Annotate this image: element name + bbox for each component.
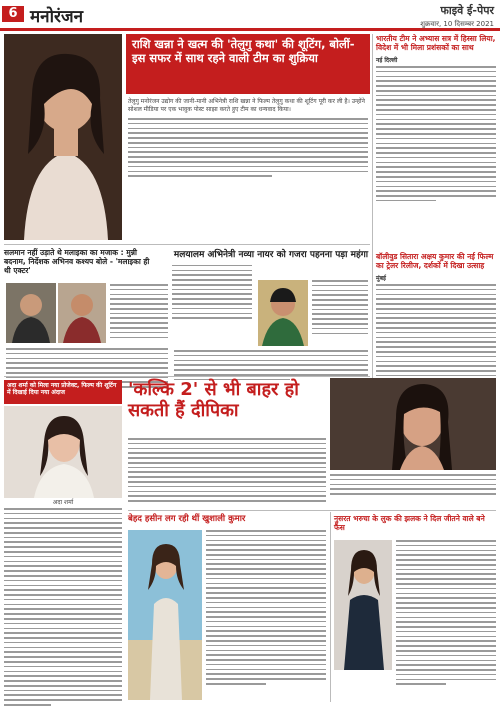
page-number: 6 [2,6,24,22]
story7-body-right [330,474,496,495]
lead-headline-box [126,34,370,94]
story9 [334,514,496,535]
story8-photo [128,530,202,700]
lead-headline: राशि खन्ना ने खत्म की 'तेलुगु कथा' की शूटिंग, बोलीं- इस सफर में साथ रहने वाली टीम का शुक्रिया [132,37,355,65]
story4-photo-1 [6,283,56,343]
story5-body [172,265,252,319]
story6-body [4,508,122,706]
lower-divider [128,510,496,511]
story7-body [128,438,326,502]
story9-photo [334,540,392,670]
story6-photo [4,406,122,498]
paper-name: फाइवे ई-पेपर [440,4,494,17]
lead-divider [4,244,370,245]
header-rule [0,28,500,31]
issue-date: शुक्रवार, 10 दिसम्बर 2021 [420,20,494,28]
story2-body [376,66,496,201]
story6-headline-box [4,380,122,404]
story3-headline: बॉलीवुड सितारा अक्षय कुमार की नई फिल्म का ट्रेलर रिलीज, दर्शकों में दिखा उत्साह [376,252,494,270]
story5-headline: मलयालम अभिनेत्री नव्या नायर को गजरा पहनना पड़ा महंगा [173,250,369,260]
story9-body [396,540,496,685]
story7-headline-box [128,380,326,432]
lead-body-text: तेलुगु मनोरंजन उद्योग की जानी-मानी अभिनेत्री राशि खन्ना ने फिल्म तेलुगु कथा की शूटिंग पूरी कर ली है। उन्होंने सोशल मीडिया पर एक भावुक पोस्ट साझा करते हुए टीम का धन्यवाद किया। [128,98,365,113]
lead-body [128,98,368,177]
story8-body [206,530,326,685]
story8-headline: बेहद हसीन लग रही थीं खुशाली कुमार [128,514,246,524]
story5-body-right [312,280,368,334]
story6-caption: अदा शर्मा [52,499,74,506]
section-title: मनोरंजन [30,7,84,27]
story4-body-right [110,284,168,338]
lead-body-lines [128,118,368,177]
masthead [420,3,494,29]
story9-headline: नुसरत भरुचा के लुक की झलक ने दिल जीतने वाले बने फैंस [334,514,485,532]
story3-dateline: मुंबई [376,275,386,282]
mid-divider [4,376,370,377]
story4 [4,248,154,278]
story4-photo-2 [58,283,106,343]
story8 [128,514,328,527]
story7-headline: 'कल्कि 2' से भी बाहर हो सकती हैं दीपिका [128,379,299,421]
page-header [0,0,500,28]
story6-headline: अदा शर्मा को मिला नया प्रोजेक्ट, फिल्म की शूटिंग में दिखाई दिया नया अंदाज [7,382,117,397]
lead-photo [4,34,122,240]
story5-photo [258,280,308,346]
story2-headline: भारतीय टीम ने अभ्यास सत्र में हिस्सा लिया, विदेश में भी मिला प्रशंसकों का साथ [376,34,496,52]
story2-dateline: नई दिल्ली [376,57,398,64]
story2 [376,34,496,201]
bottom-right-rule [330,512,331,702]
story4-headline: सलमान नहीं उड़ाते थे मलाइका का मजाक : मुन्नी बदनाम, निर्देशक अभिनव कश्यप बोले - 'मलाइका ही थी एक्टर' [4,248,150,275]
story7-photo [330,378,496,470]
